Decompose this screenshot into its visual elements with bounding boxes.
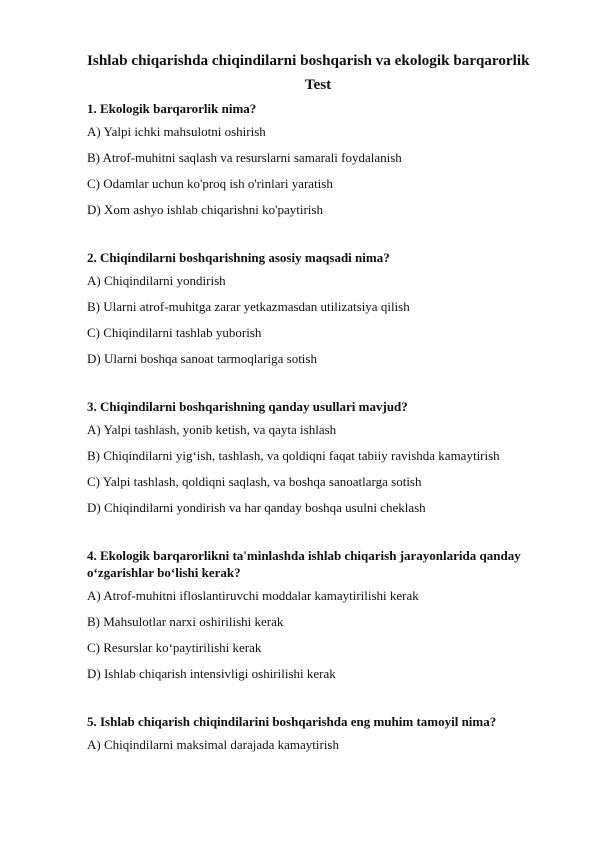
option-list bbox=[87, 417, 556, 521]
question-1 bbox=[87, 98, 556, 223]
option-d: D) Ularni boshqa sanoat tarmoqlariga sotish bbox=[87, 351, 317, 366]
question-text: 5. Ishlab chiqarish chiqindilarini boshqarishda eng muhim tamoyil nima? bbox=[87, 714, 497, 729]
option-a: A) Chiqindilarni maksimal darajada kamaytirish bbox=[87, 737, 339, 752]
option-b: B) Mahsulotlar narxi oshirilishi kerak bbox=[87, 614, 284, 629]
option-b: B) Atrof-muhitni saqlash va resurslarni samarali foydalanish bbox=[87, 150, 402, 165]
question-list bbox=[87, 98, 556, 758]
option-c: C) Chiqindilarni tashlab yuborish bbox=[87, 325, 262, 340]
option-b: B) Ularni atrof-muhitga zarar yetkazmasdan utilizatsiya qilish bbox=[87, 299, 410, 314]
option-list bbox=[87, 732, 556, 758]
question-text: 4. Ekologik barqarorlikni ta'minlashda ishlab chiqarish jarayonlarida qanday o‘zgarishlar bo‘lishi kerak? bbox=[87, 548, 521, 580]
question-text: 1. Ekologik barqarorlik nima? bbox=[87, 101, 257, 116]
option-a: A) Chiqindilarni yondirish bbox=[87, 273, 226, 288]
question-3 bbox=[87, 396, 556, 521]
option-list bbox=[87, 268, 556, 372]
option-b: B) Chiqindilarni yig‘ish, tashlash, va qoldiqni faqat tabiiy ravishda kamaytirish bbox=[87, 448, 500, 463]
option-d: D) Ishlab chiqarish intensivligi oshirilishi kerak bbox=[87, 666, 336, 681]
document-title: Ishlab chiqarishda chiqindilarni boshqarish va ekologik barqarorlik bbox=[87, 52, 530, 69]
option-d: D) Xom ashyo ishlab chiqarishni ko'paytirish bbox=[87, 202, 323, 217]
option-list bbox=[87, 119, 556, 223]
option-list bbox=[87, 583, 556, 687]
question-5 bbox=[87, 711, 556, 758]
question-2 bbox=[87, 247, 556, 372]
document-subtitle: Test bbox=[304, 76, 332, 93]
option-a: A) Yalpi ichki mahsulotni oshirish bbox=[87, 124, 266, 139]
option-d: D) Chiqindilarni yondirish va har qanday boshqa usulni cheklash bbox=[87, 500, 426, 515]
question-text: 3. Chiqindilarni boshqarishning qanday usullari mavjud? bbox=[87, 399, 408, 414]
question-text: 2. Chiqindilarni boshqarishning asosiy maqsadi nima? bbox=[87, 250, 390, 265]
question-4 bbox=[87, 545, 556, 687]
option-a: A) Yalpi tashlash, yonib ketish, va qayta ishlash bbox=[87, 422, 337, 437]
option-a: A) Atrof-muhitni ifloslantiruvchi moddalar kamaytirilishi kerak bbox=[87, 588, 419, 603]
option-c: C) Odamlar uchun ko'proq ish o'rinlari yaratish bbox=[87, 176, 333, 191]
option-c: C) Resurslar ko‘paytirilishi kerak bbox=[87, 640, 262, 655]
option-c: C) Yalpi tashlash, qoldiqni saqlash, va boshqa sanoatlarga sotish bbox=[87, 474, 422, 489]
